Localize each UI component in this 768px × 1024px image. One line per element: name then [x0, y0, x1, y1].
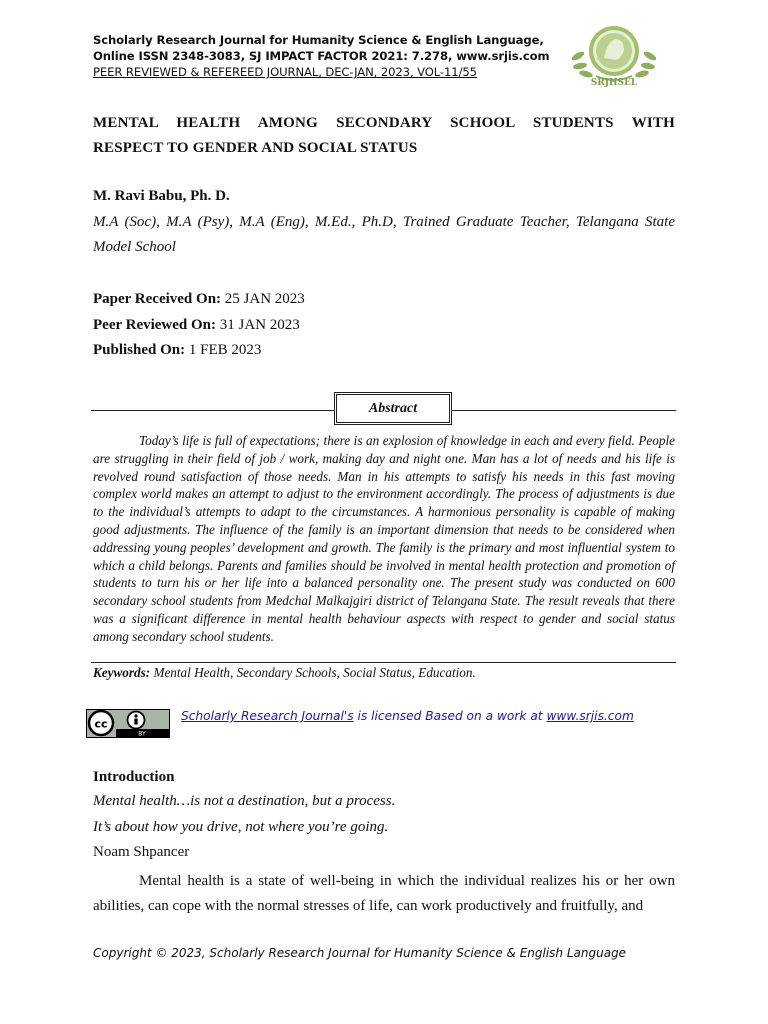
site-link[interactable]: www.srjis.com	[546, 709, 634, 723]
quote-line-1: Mental health…is not a destination, but a process.	[93, 793, 396, 809]
received-date: Paper Received On: 25 JAN 2023	[93, 291, 305, 307]
paper-title-line2: RESPECT TO GENDER AND SOCIAL STATUS	[93, 140, 418, 156]
author-name: M. Ravi Babu, Ph. D.	[93, 188, 230, 204]
journal-logo-seal	[572, 22, 656, 88]
paper-title-line1: MENTAL HEALTH AMONG SECONDARY SCHOOL STUDENTS WITH	[93, 115, 675, 131]
creative-commons-by-icon[interactable]	[86, 709, 170, 738]
reviewed-date: Peer Reviewed On: 31 JAN 2023	[93, 316, 300, 333]
copyright-footer: Copyright © 2023, Scholarly Research Journal for Humanity Science & English Language	[93, 946, 627, 960]
introduction-heading: Introduction	[93, 769, 175, 785]
journal-header	[93, 32, 549, 80]
abstract-text: Today’s life is full of expectations; there is an explosion of knowledge in each and every field. People are struggling in their field of job / work, making day and night one. Man has a lot of needs and his life is revolved round satisfaction of those needs. Man in his attempts to satisfy his needs in this fast moving complex world makes an attempt to adjust to the environment accordingly. The process of adjustments is due to the individual’s attempts to adapt to the circumstances. A harmonious personality is capable of making good adjustments. The influence of the family is an important dimension that needs to be considered when addressing young peoples’ development and growth. The family is the primary and most influential system to which a child belongs. Parents and families should be involved in mental health protection and promotion of students to turn his or her life into a balanced personality one. The present study was conducted on 600 secondary school students from Medchal Malkajgiri district of Telangana State. The result reveals that there was a significant difference in mental health behaviour aspects with respect to gender and social status among secondary school students.	[93, 433, 675, 644]
abstract-heading-box	[334, 392, 452, 425]
keywords	[93, 665, 476, 681]
svg-text:BY: BY	[138, 730, 146, 738]
svg-text:cc: cc	[94, 717, 108, 731]
journal-link[interactable]: Scholarly Research Journal's	[181, 709, 354, 723]
quote-author: Noam Shpancer	[93, 844, 190, 860]
abstract-heading: Abstract	[368, 400, 418, 416]
paper-title	[93, 111, 675, 161]
svg-text:SRJHSEL: SRJHSEL	[590, 78, 638, 88]
introduction-paragraph: Mental health is a state of well-being in which the individual realizes his or her own abilities, can cope with the normal stresses of life, can work productively and fruitfully, and	[93, 873, 675, 914]
license-statement: Scholarly Research Journal's is licensed Based on a work at www.srjis.com	[181, 709, 634, 723]
journal-name: Scholarly Research Journal for Humanity Science & English Language,	[93, 33, 544, 47]
abstract-bottom-rule	[91, 662, 676, 663]
journal-issn: Online ISSN 2348-3083, SJ IMPACT FACTOR 2021: 7.278, www.srjis.com	[93, 49, 550, 63]
quote-line-2: It’s about how you drive, not where you’re going.	[93, 819, 389, 835]
published-date: Published On: 1 FEB 2023	[93, 342, 262, 358]
paper-dates	[93, 287, 305, 364]
author-affiliation: M.A (Soc), M.A (Psy), M.A (Eng), M.Ed., Ph.D, Trained Graduate Teacher, Telangana State Model School	[93, 214, 675, 255]
keywords-value: Mental Health, Secondary Schools, Social Status, Education.	[150, 665, 476, 680]
keywords-label: Keywords:	[93, 665, 151, 680]
journal-issue-info: PEER REVIEWED & REFEREED JOURNAL, DEC-JAN, 2023, VOL-11/55	[93, 65, 477, 79]
